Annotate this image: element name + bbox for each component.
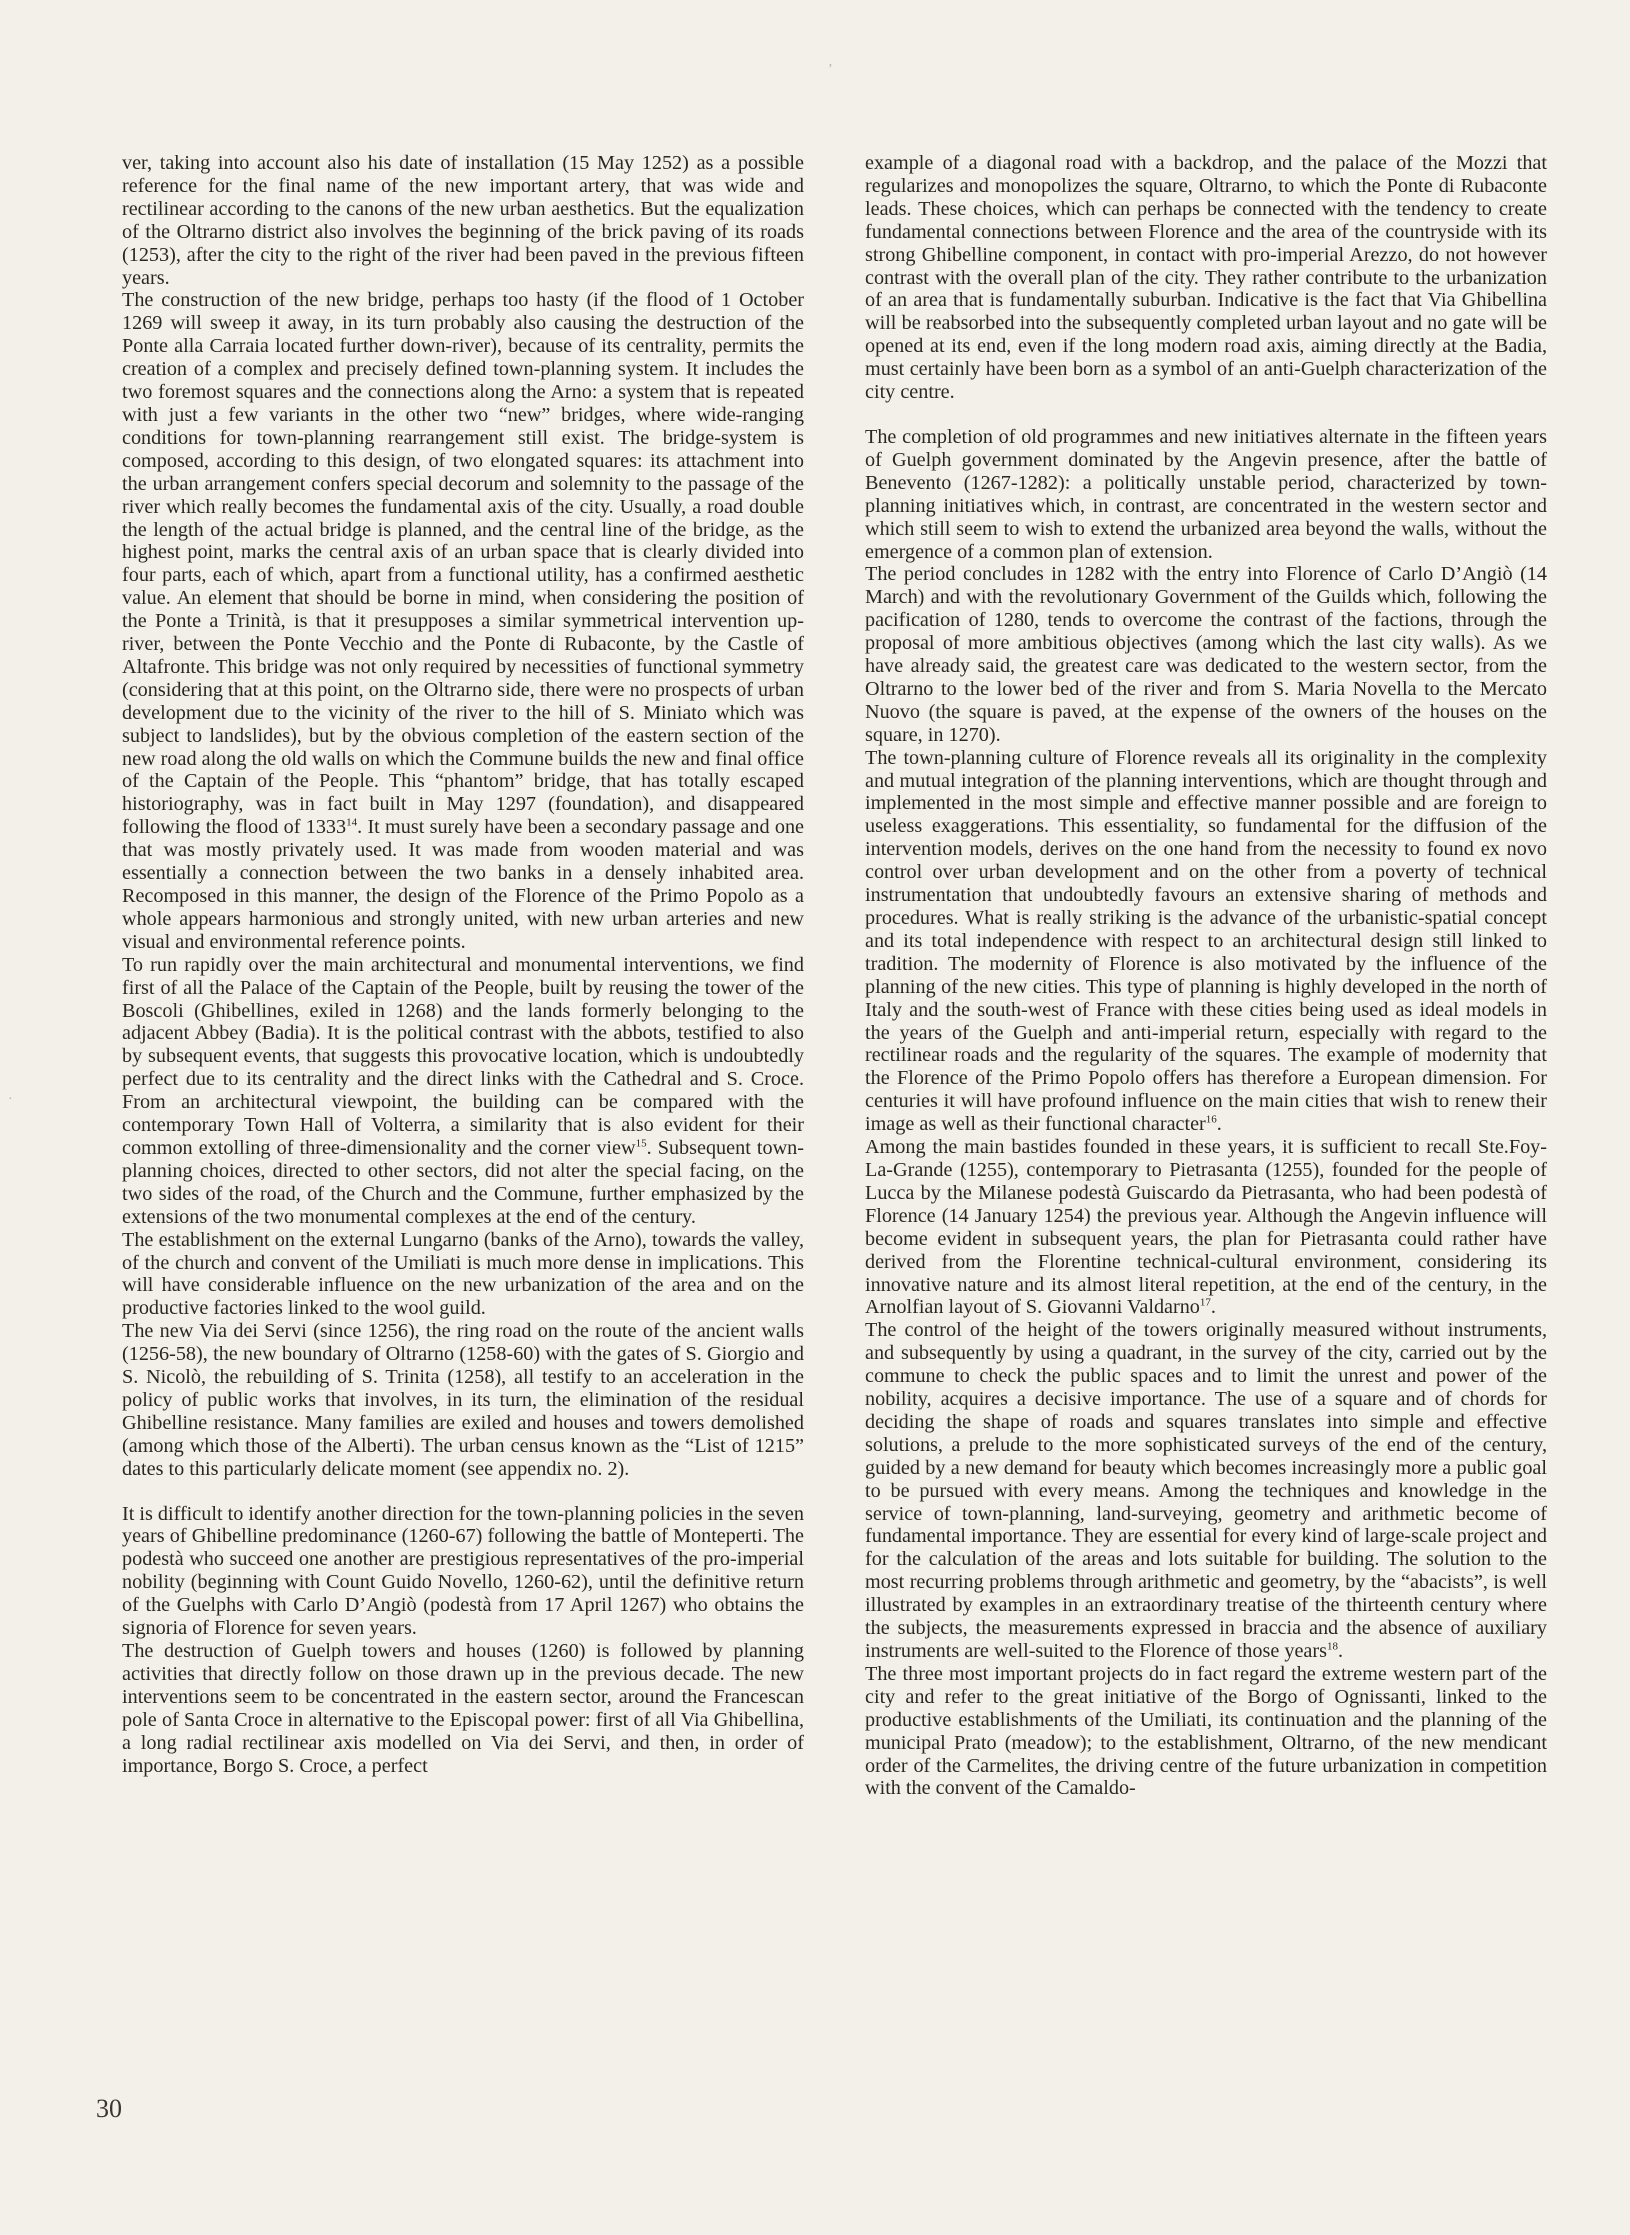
paragraph-text: The control of the height of the towers originally measured without instruments, and subsequently by using a quadrant, in the survey of the city, carried out by the commune to check the public spaces and to limit the unrest and power of the nobility, acquires a decisive importance. The use of a square and of chords for deciding the shape of roads and squares translates into simple and effective solutions, a prelude to the more sophisticated surveys of the end of the century, guided by a new demand for beauty which becomes increasingly more a public goal to be pursued with every means. Among the techniques and knowledge in the service of town-planning, land-surveying, geometry and arithmetic become of fundamental importance. They are essential for every kind of large-scale project and for the calculation of the areas and lots suitable for building. The solution to the most recurring problems through arithmetic and geometry, by the “abacists”, is well illustrated by examples in an extraordinary treatise of the thirteenth century where the subjects, the measurements expressed in braccia and the absence of auxiliary instruments are well-suited to the Florence of those years	[865, 1319, 1547, 1662]
right-text-column	[865, 152, 1547, 1800]
footnote-reference: 18	[1326, 1640, 1338, 1653]
scan-mark: ’	[828, 62, 833, 77]
paragraph	[122, 954, 804, 1229]
paragraph-text: ver, taking into account also his date of installation (15 May 1252) as a possible reference for the final name of the new important artery, that was wide and rectilinear according to the canons of the new urban aesthetics. But the equalization of the Oltrarno district also involves the beginning of the brick paving of its roads (1253), after the city to the right of the river had been paved in the previous fifteen years.	[122, 152, 804, 289]
paragraph	[865, 1663, 1547, 1800]
paragraph-text: .	[1210, 1296, 1216, 1319]
paragraph-text: . Subsequent town-planning choices, directed to other sectors, did not alter the special facing, on the two sides of the road, of the Church and the Commune, further emphasized by the extensions of the two monumental complexes at the end of the century.	[122, 1136, 804, 1228]
paragraph-text: Among the main bastides founded in these years, it is sufficient to recall Ste.Foy-La-Grande (1255), contemporary to Pietrasanta (1255), founded for the people of Lucca by the Milanese podestà Guiscardo da Pietrasanta, who had been podestà of Florence (14 January 1254) the previous year. Although the Angevin influence will become evident in subsequent years, the plan for Pietrasanta could rather have derived from the Florentine technical-cultural environment, considering its innovative nature and its almost literal repetition, at the end of the century, in the Arnolfian layout of S. Giovanni Valdarno	[865, 1136, 1547, 1319]
paragraph-text: The three most important projects do in fact regard the extreme western part of the city and refer to the great initiative of the Borgo of Ognissanti, linked to the productive establishments of the Umiliati, its continuation and the planning of the municipal Prato (meadow); to the establishment, Oltrarno, of the new mendicant order of the Carmelites, the driving centre of the future urbanization in competition with the convent of the Camaldo-	[865, 1662, 1547, 1800]
paragraph-text: The destruction of Guelph towers and houses (1260) is followed by planning activities that directly follow on those drawn up in the previous decade. The new interventions seem to be concentrated in the eastern sector, around the Francescan pole of Santa Croce in alternative to the Episcopal power: first of all Via Ghibellina, a long radial rectilinear axis modelled on Via dei Servi, and then, in order of importance, Borgo S. Croce, a perfect	[122, 1640, 804, 1777]
paragraph	[865, 426, 1547, 563]
scan-mark: ·	[8, 1092, 13, 1107]
footnote-reference: 16	[1205, 1113, 1217, 1126]
paragraph-text: The completion of old programmes and new initiatives alternate in the fifteen years of Guelph government dominated by the Angevin presence, after the battle of Benevento (1267-1282): a politically unstable period, characterized by town-planning initiatives which, in contrast, are concentrated in the western sector and which still seem to wish to extend the urbanized area beyond the walls, without the emergence of a common plan of extension.	[865, 425, 1547, 563]
paragraph	[865, 152, 1547, 404]
paragraph-text: . It must surely have been a secondary passage and one that was mostly privately used. It was made from wooden material and was essentially a connection between the two banks in a densely inhabited area. Recomposed in this manner, the design of the Florence of the Primo Popolo as a whole appears harmonious and strongly united, with new urban arteries and new visual and environmental reference points.	[122, 816, 804, 953]
paragraph-text: The new Via dei Servi (since 1256), the ring road on the route of the ancient walls (1256-58), the new boundary of Oltrarno (1258-60) with the gates of S. Giorgio and S. Nicolò, the rebuilding of S. Trinita (1258), all testify to an acceleration in the policy of public works that involves, in its turn, the elimination of the residual Ghibelline resistance. Many families are exiled and houses and towers demolished (among which those of the Alberti). The urban census known as the “List of 1215” dates to this particularly delicate moment (see appendix no. 2).	[122, 1320, 804, 1480]
paragraph	[122, 289, 804, 953]
paragraph	[865, 1136, 1547, 1319]
paragraph-text: .	[1216, 1113, 1222, 1136]
paragraph-text: The construction of the new bridge, perhaps too hasty (if the flood of 1 October 1269 will sweep it away, in its turn probably also causing the destruction of the Ponte alla Carraia located further down-river), because of its centrality, permits the creation of a complex and precisely defined town-planning system. It includes the two foremost squares and the connections along the Arno: a system that is repeated with just a few variants in the other two “new” bridges, where wide-ranging conditions for town-planning rearrangement still exist. The bridge-system is composed, according to this design, of two elongated squares: its attachment into the urban arrangement confers special decorum and solemnity to the passage of the river which really becomes the fundamental axis of the city. Usually, a road double the length of the actual bridge is planned, and the central line of the bridge, as the highest point, marks the central axis of an urban space that is clearly divided into four parts, each of which, apart from a functional utility, has a confirmed aesthetic value. An element that should be borne in mind, when considering the position of the Ponte a Trinità, is that it presupposes a similar symmetrical intervention up-river, between the Ponte Vecchio and the Ponte di Rubaconte, by the Castle of Altafronte. This bridge was not only required by necessities of functional symmetry (considering that at this point, on the Oltrarno side, there were no prospects of urban development due to the vicinity of the river to the hill of S. Miniato which was subject to landslides), but by the obvious completion of the eastern section of the new road along the old walls on which the Commune builds the new and final office of the Captain of the People. This “phantom” bridge, that has totally escaped historiography, was in fact built in May 1297 (foundation), and disappeared following the flood of 1333	[122, 289, 804, 839]
paragraph-text: .	[1337, 1640, 1343, 1662]
footnote-reference: 17	[1199, 1296, 1211, 1309]
paragraph-text: It is difficult to identify another direction for the town-planning policies in the seven years of Ghibelline predominance (1260-67) following the battle of Monteperti. The podestà who succeed one another are prestigious representatives of the pro-imperial nobility (beginning with Count Guido Novello, 1260-62), until the definitive return of the Guelphs with Carlo D’Angiò (podestà from 17 April 1267) who obtains the signoria of Florence for seven years.	[122, 1502, 804, 1640]
paragraph	[122, 152, 804, 289]
paragraph	[865, 1319, 1547, 1663]
paragraph	[865, 747, 1547, 1136]
paragraph	[122, 1503, 804, 1640]
page-number: 30	[96, 2094, 122, 2123]
paragraph	[865, 563, 1547, 746]
left-text-column	[122, 152, 804, 1777]
paragraph-text: The establishment on the external Lungarno (banks of the Arno), towards the valley, of the church and convent of the Umiliati is much more dense in implications. This will have considerable influence on the new urbanization of the area and on the productive factories linked to the wool guild.	[122, 1228, 804, 1320]
paragraph	[122, 1320, 804, 1480]
footnote-reference: 14	[346, 816, 358, 829]
paragraph-text: The period concludes in 1282 with the entry into Florence of Carlo D’Angiò (14 March) and with the revolutionary Government of the Guilds which, following the pacification of 1280, tends to overcome the contrast of the factions, through the proposal of more ambitious objectives (among which the last city walls). As we have already said, the greatest care was dedicated to the western sector, from the Oltrarno to the lower bed of the river and from S. Maria Novella to the Mercato Nuovo (the square is paved, at the expense of the owners of the houses on the square, in 1270).	[865, 563, 1547, 746]
paragraph	[122, 1229, 804, 1321]
paragraph-text: example of a diagonal road with a backdrop, and the palace of the Mozzi that regularizes and monopolizes the square, Oltrarno, to which the Ponte di Rubaconte leads. These choices, which can perhaps be connected with the tendency to create fundamental connections between Florence and the area of the countryside with its strong Ghibelline component, in contact with pro-imperial Arezzo, do not however contrast with the overall plan of the city. They rather contribute to the urbanization of an area that is fundamentally suburban. Indicative is the fact that Via Ghibellina will be reabsorbed into the subsequently completed urban layout and no gate will be opened at its end, even if the long modern road axis, aiming directly at the Badia, must certainly have been born as a symbol of an anti-Guelph characterization of the city centre.	[865, 152, 1547, 404]
paragraph-text: To run rapidly over the main architectural and monumental interventions, we find first of all the Palace of the Captain of the People, built by reusing the tower of the Boscoli (Ghibellines, exiled in 1268) and the lands formerly belonging to the adjacent Abbey (Badia). It is the political contrast with the abbots, testified to also by subsequent events, that suggests this provocative location, which is undoubtedly perfect due to its centrality and the direct links with the Cathedral and S. Croce. From an architectural viewpoint, the building can be compared with the contemporary Town Hall of Volterra, a similarity that is also evident for their common extolling of three-dimensionality and the corner view	[122, 953, 804, 1159]
paragraph	[122, 1640, 804, 1777]
paragraph-text: The town-planning culture of Florence reveals all its originality in the complexity and mutual integration of the planning interventions, which are thought through and implemented in the most simple and effective manner possible and are foreign to useless exaggerations. This essentiality, so fundamental for the diffusion of the intervention models, derives on the one hand from the necessity to found ex novo control over urban development and on the other from a poverty of technical instrumentation that undoubtedly favours an extensive sharing of methods and procedures. What is really striking is the advance of the urbanistic-spatial concept and its total independence with respect to an architectural design still linked to tradition. The modernity of Florence is also motivated by the influence of the planning of the new cities. This type of planning is highly developed in the north of Italy and the south-west of France with these cities being used as ideal models in the years of the Guelph and anti-imperial return, especially with regard to the rectilinear roads and the regularity of the squares. The example of modernity that the Florence of the Primo Popolo offers has therefore a European dimension. For centuries it will have profound influence on the main cities that wish to renew their image as well as their functional character	[865, 746, 1547, 1136]
footnote-reference: 15	[635, 1137, 647, 1150]
